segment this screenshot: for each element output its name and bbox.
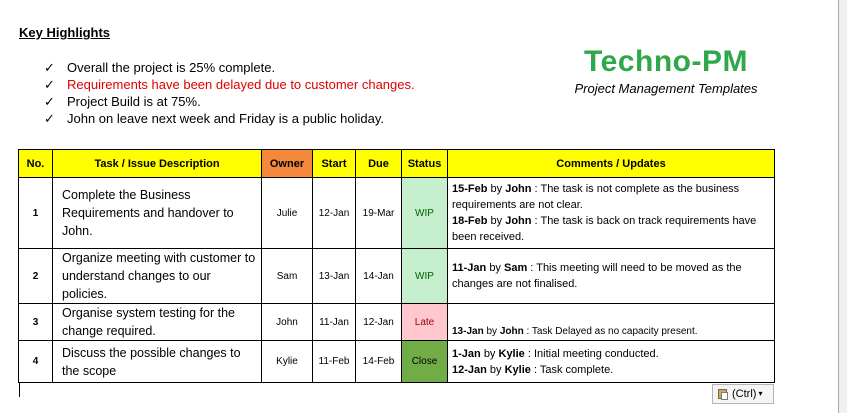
task-description: Complete the Business Requirements and handover to John.	[53, 178, 262, 249]
comments-cell	[448, 249, 775, 304]
brand-subtitle: Project Management Templates	[574, 81, 758, 96]
highlight-text: Requirements have been delayed due to customer changes.	[67, 77, 415, 92]
comment-line: 12-Jan by Kylie : Task complete.	[452, 363, 614, 376]
paste-options-button[interactable]	[712, 384, 774, 404]
due-cell: 14-Jan	[356, 249, 402, 304]
table-row	[19, 249, 775, 304]
start-cell: 12-Jan	[313, 178, 356, 249]
status-badge: WIP	[402, 249, 448, 304]
owner-cell: John	[262, 304, 313, 341]
paste-options-label: (Ctrl)	[732, 388, 757, 400]
col-header-no: No.	[19, 150, 53, 178]
highlight-item	[44, 110, 415, 127]
right-margin	[839, 0, 847, 413]
table-row	[19, 178, 775, 249]
comment-line: 15-Feb by John : The task is not complete as the business requirements are not clear.	[452, 183, 740, 211]
task-tracker-table	[18, 149, 775, 383]
task-description: Organize meeting with customer to understand changes to our policies.	[53, 249, 262, 304]
col-header-status: Status	[402, 150, 448, 178]
comment-line: 1-Jan by Kylie : Initial meeting conducted.	[452, 347, 659, 360]
row-number: 2	[19, 249, 53, 304]
highlights-list	[44, 59, 415, 127]
highlight-item	[44, 59, 415, 76]
status-badge: WIP	[402, 178, 448, 249]
check-icon: ✓	[44, 111, 55, 126]
clipboard-icon	[717, 388, 729, 400]
status-badge: Close	[402, 341, 448, 383]
row-number: 4	[19, 341, 53, 383]
check-icon: ✓	[44, 60, 55, 75]
highlight-text: Project Build is at 75%.	[67, 94, 201, 109]
row-number: 1	[19, 178, 53, 249]
col-header-start: Start	[313, 150, 356, 178]
due-cell: 12-Jan	[356, 304, 402, 341]
comment-line: 11-Jan by Sam : This meeting will need to be moved as the changes are not finalised.	[452, 262, 742, 290]
comments-cell	[448, 304, 775, 341]
owner-cell: Kylie	[262, 341, 313, 383]
highlight-text: John on leave next week and Friday is a public holiday.	[67, 111, 385, 126]
task-description: Organise system testing for the change required.	[53, 304, 262, 341]
chevron-down-icon: ▾	[758, 389, 763, 398]
row-number: 3	[19, 304, 53, 341]
col-header-due: Due	[356, 150, 402, 178]
task-description: Discuss the possible changes to the scope	[53, 341, 262, 383]
brand-title: Techno-PM	[584, 45, 748, 78]
highlight-item	[44, 93, 415, 110]
comments-cell	[448, 341, 775, 383]
start-cell: 11-Jan	[313, 304, 356, 341]
status-badge: Late	[402, 304, 448, 341]
brand-logo	[556, 45, 776, 96]
due-cell: 19-Mar	[356, 178, 402, 249]
key-highlights-heading: Key Highlights	[19, 25, 111, 40]
table-row	[19, 304, 775, 341]
comment-line: 18-Feb by John : The task is back on track requirements have been received.	[452, 215, 757, 243]
start-cell: 13-Jan	[313, 249, 356, 304]
check-icon: ✓	[44, 77, 55, 92]
col-header-comments: Comments / Updates	[448, 150, 775, 178]
comment-line: 13-Jan by John : Task Delayed as no capacity present.	[452, 326, 698, 337]
owner-cell: Sam	[262, 249, 313, 304]
highlight-text: Overall the project is 25% complete.	[67, 60, 276, 75]
comments-cell	[448, 178, 775, 249]
text-cursor	[19, 383, 20, 397]
owner-cell: Julie	[262, 178, 313, 249]
check-icon: ✓	[44, 94, 55, 109]
table-header-row	[19, 150, 775, 178]
col-header-owner: Owner	[262, 150, 313, 178]
col-header-task: Task / Issue Description	[53, 150, 262, 178]
start-cell: 11-Feb	[313, 341, 356, 383]
table-row	[19, 341, 775, 383]
page-edge	[838, 0, 839, 413]
highlight-item	[44, 76, 415, 93]
due-cell: 14-Feb	[356, 341, 402, 383]
